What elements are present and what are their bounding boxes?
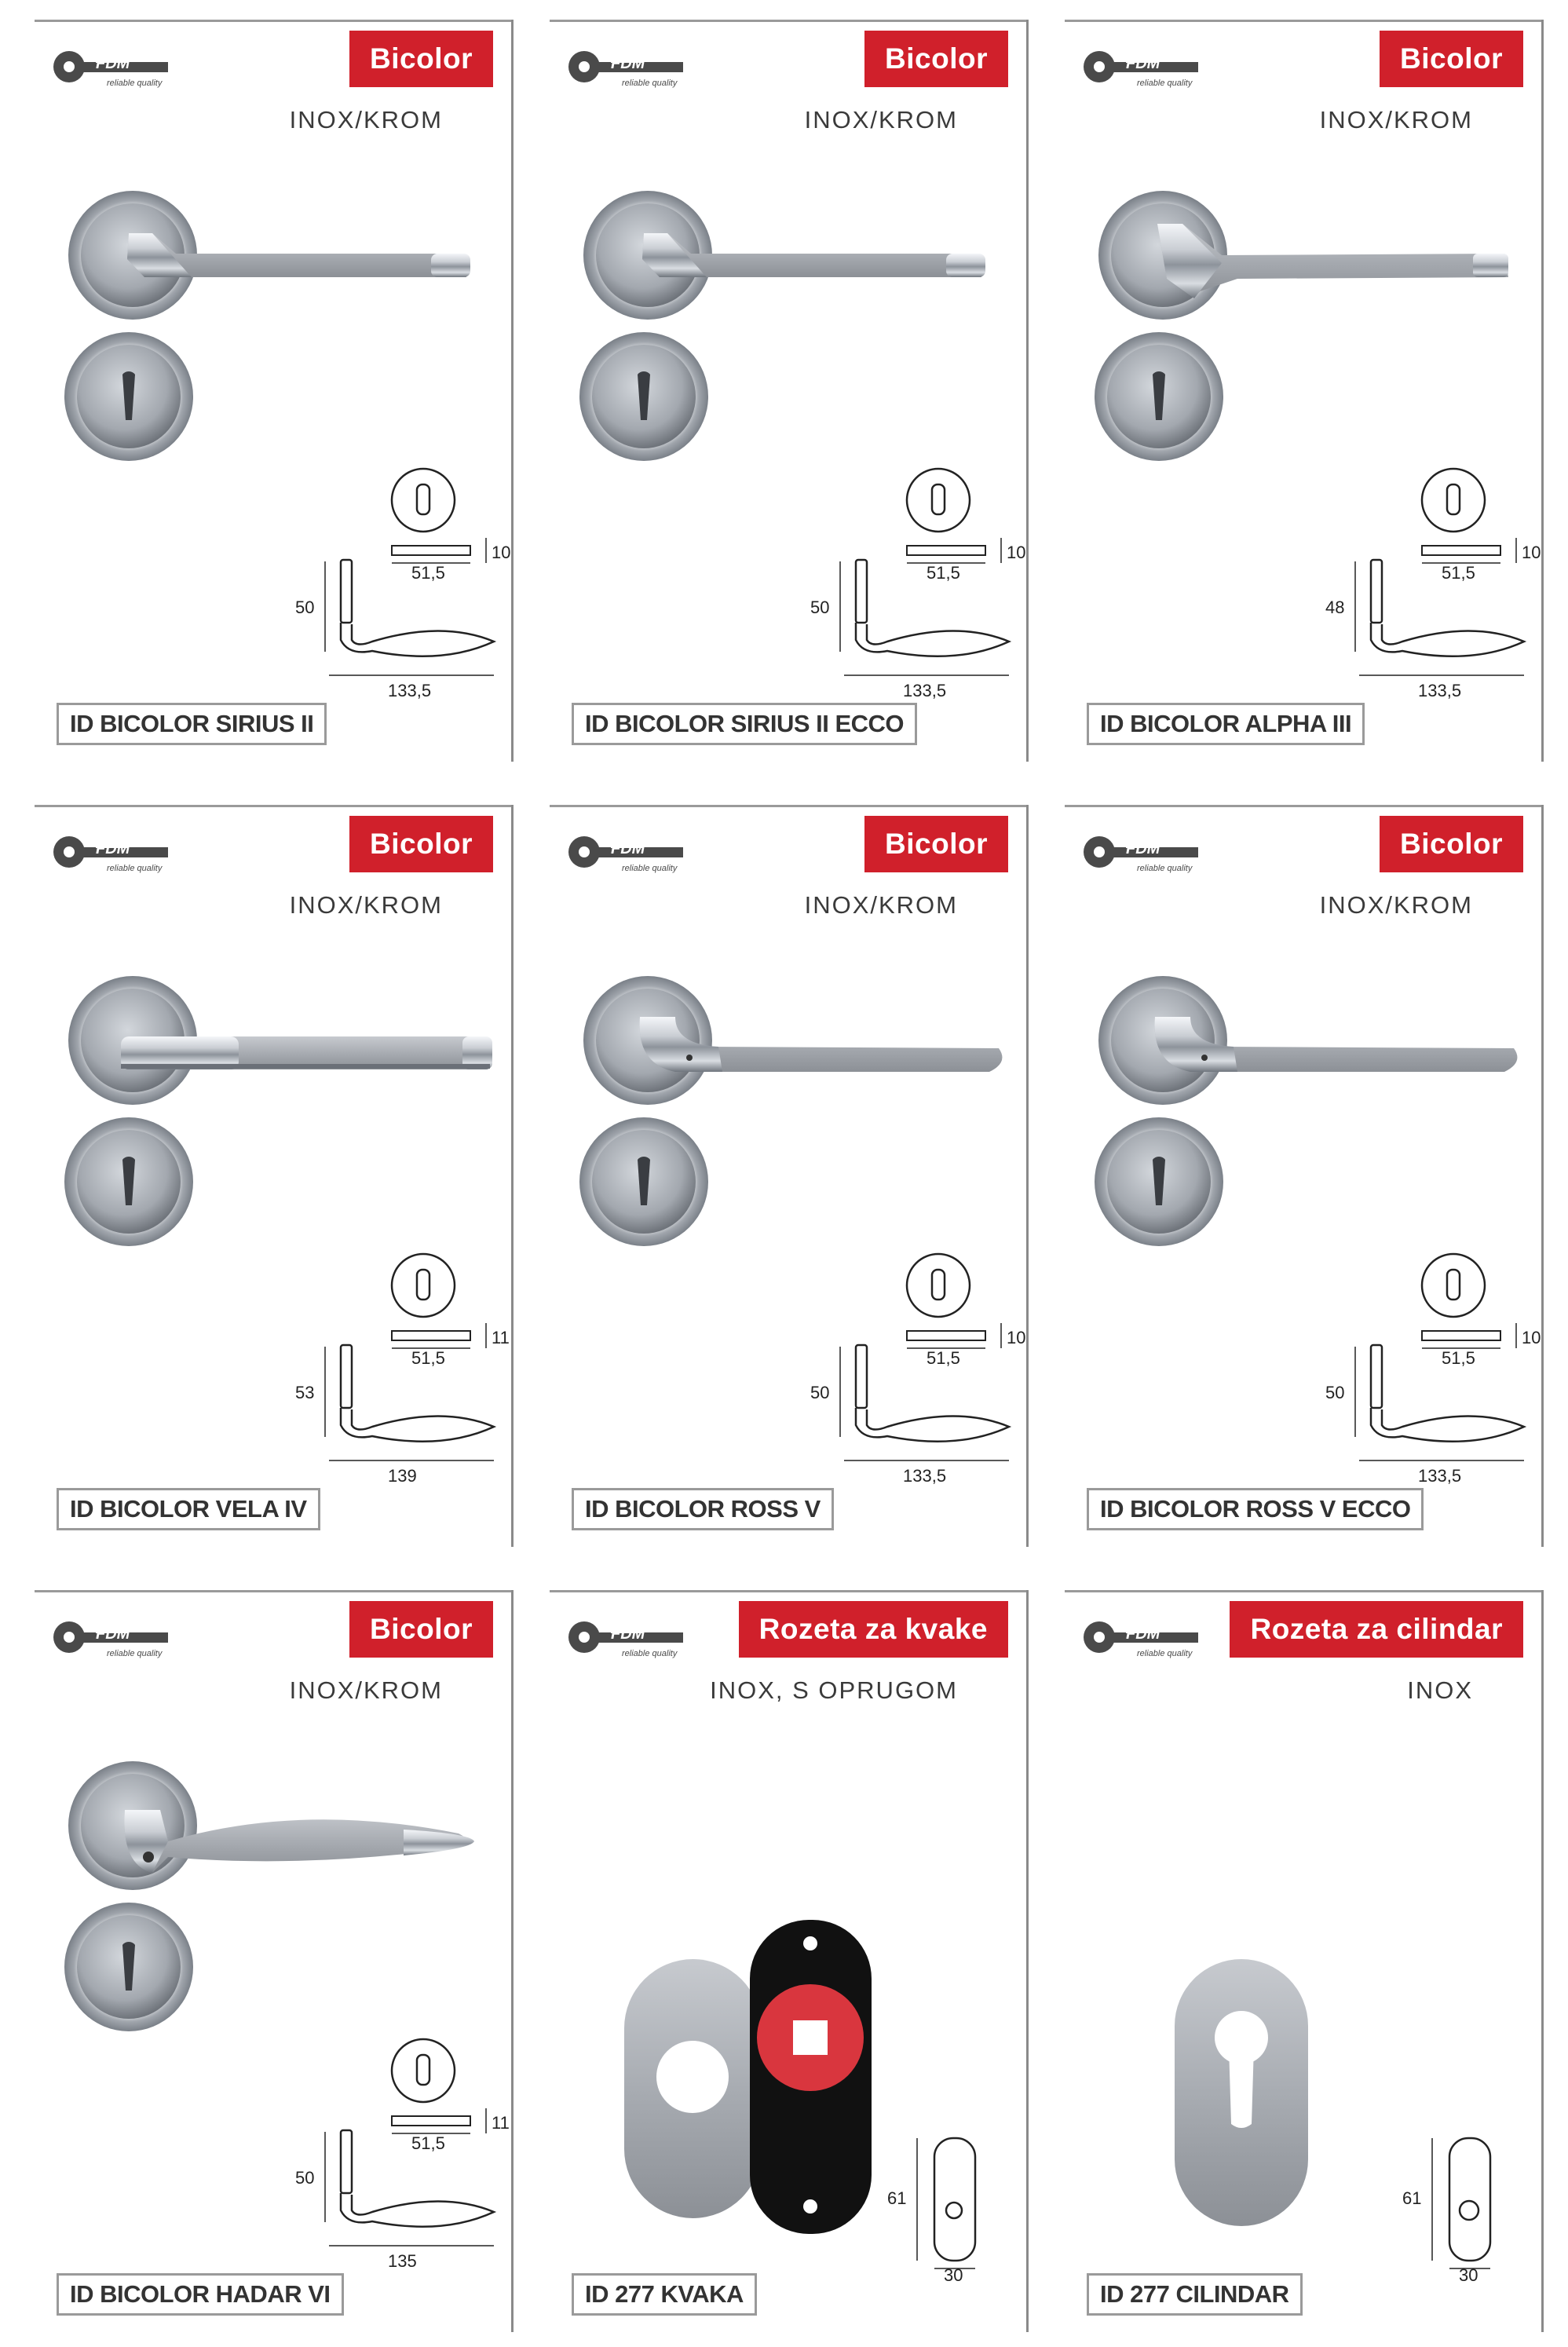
card-top-border — [550, 1590, 1029, 1592]
dim-thickness: 10 — [1007, 1328, 1026, 1347]
dim-rose: 51,5 — [1442, 563, 1475, 583]
dim-thickness: 10 — [492, 543, 511, 562]
logo-tagline: reliable quality — [1137, 79, 1193, 88]
fdm-logo — [564, 40, 689, 95]
dim-rose: 51,5 — [1442, 1348, 1475, 1368]
category-badge: Bicolor — [864, 816, 1008, 872]
dim-thickness: 10 — [1522, 543, 1541, 562]
card-right-border — [1026, 805, 1029, 1547]
product-card — [1065, 805, 1544, 1547]
dim-rose: 51,5 — [927, 1348, 960, 1368]
logo-text: FDM — [611, 1625, 645, 1643]
product-card — [35, 1590, 514, 2332]
logo-text: FDM — [1126, 1625, 1160, 1643]
product-card — [550, 20, 1029, 762]
product-id-label: ID 277 CILINDAR — [1087, 2273, 1303, 2316]
dim-length: 133,5 — [903, 1466, 947, 1486]
card-top-border — [550, 805, 1029, 807]
logo-text: FDM — [611, 55, 645, 72]
dim-rose: 51,5 — [411, 2133, 445, 2153]
finish-text: INOX/KROM — [289, 891, 443, 919]
finish-text: INOX, S OPRUGOM — [710, 1676, 958, 1704]
dim-height: 53 — [295, 1383, 315, 1402]
card-right-border — [1026, 20, 1029, 762]
category-badge: Bicolor — [1380, 816, 1523, 872]
dim-length: 133,5 — [388, 681, 432, 700]
category-badge: Bicolor — [349, 1601, 493, 1658]
product-card — [35, 805, 514, 1547]
category-badge: Bicolor — [864, 31, 1008, 87]
dimension-drawing — [801, 459, 1026, 703]
category-badge: Rozeta za kvake — [739, 1601, 1008, 1658]
logo-text: FDM — [611, 840, 645, 857]
finish-text: INOX/KROM — [1319, 891, 1473, 919]
product-card — [35, 20, 514, 762]
dim-rose: 51,5 — [411, 1348, 445, 1368]
category-badge: Bicolor — [349, 31, 493, 87]
dim-rose: 51,5 — [411, 563, 445, 583]
dim-height: 61 — [1402, 2188, 1422, 2208]
dimension-drawing — [801, 1245, 1026, 1488]
dim-height: 50 — [810, 1383, 830, 1402]
card-right-border — [511, 20, 514, 762]
card-right-border — [1541, 20, 1544, 762]
dim-height: 61 — [887, 2188, 907, 2208]
dimension-drawing — [1316, 1245, 1541, 1488]
logo-tagline: reliable quality — [107, 864, 163, 873]
finish-text: INOX/KROM — [1319, 106, 1473, 133]
product-id-label: ID 277 KVAKA — [572, 2273, 757, 2316]
card-top-border — [550, 20, 1029, 22]
category-badge: Bicolor — [1380, 31, 1523, 87]
finish-text: INOX/KROM — [804, 106, 958, 133]
category-badge: Rozeta za cilindar — [1230, 1601, 1523, 1658]
fdm-logo — [564, 825, 689, 880]
card-top-border — [35, 1590, 514, 1592]
fdm-logo — [1079, 1610, 1204, 1665]
dim-thickness: 10 — [1522, 1328, 1541, 1347]
fdm-logo — [1079, 825, 1204, 880]
dim-length: 133,5 — [903, 681, 947, 700]
finish-text: INOX — [1407, 1676, 1473, 1704]
dim-width: 30 — [944, 2265, 963, 2285]
finish-text: INOX/KROM — [289, 106, 443, 133]
product-card — [1065, 20, 1544, 762]
dim-thickness: 10 — [1007, 543, 1026, 562]
logo-tagline: reliable quality — [1137, 864, 1193, 873]
product-id-label: ID BICOLOR VELA IV — [57, 1488, 320, 1530]
card-top-border — [1065, 20, 1544, 22]
dim-length: 135 — [388, 2251, 417, 2271]
card-top-border — [35, 805, 514, 807]
logo-tagline: reliable quality — [622, 79, 678, 88]
card-right-border — [1541, 1590, 1544, 2332]
logo-text: FDM — [1126, 840, 1160, 857]
card-top-border — [1065, 1590, 1544, 1592]
fdm-logo — [49, 825, 174, 880]
product-card — [550, 1590, 1029, 2332]
dim-height: 48 — [1325, 598, 1345, 617]
dim-thickness: 11 — [492, 2113, 510, 2133]
dimension-drawing — [286, 2030, 510, 2273]
category-badge: Bicolor — [349, 816, 493, 872]
dimension-drawing — [1394, 2132, 1536, 2285]
logo-tagline: reliable quality — [622, 864, 678, 873]
logo-text: FDM — [96, 840, 130, 857]
dim-width: 30 — [1459, 2265, 1478, 2285]
product-id-label: ID BICOLOR ALPHA III — [1087, 703, 1365, 745]
card-top-border — [35, 20, 514, 22]
finish-text: INOX/KROM — [289, 1676, 443, 1704]
dimension-drawing — [286, 459, 511, 703]
dim-length: 139 — [388, 1466, 417, 1486]
product-id-label: ID BICOLOR ROSS V — [572, 1488, 834, 1530]
finish-text: INOX/KROM — [804, 891, 958, 919]
logo-tagline: reliable quality — [1137, 1649, 1193, 1658]
product-id-label: ID BICOLOR SIRIUS II ECCO — [572, 703, 917, 745]
product-id-label: ID BICOLOR HADAR VI — [57, 2273, 344, 2316]
dim-height: 50 — [1325, 1383, 1345, 1402]
dimension-drawing — [879, 2132, 1021, 2285]
card-top-border — [1065, 805, 1544, 807]
dim-height: 50 — [810, 598, 830, 617]
logo-tagline: reliable quality — [622, 1649, 678, 1658]
dim-rose: 51,5 — [927, 563, 960, 583]
card-right-border — [511, 1590, 514, 2332]
logo-tagline: reliable quality — [107, 1649, 163, 1658]
fdm-logo — [1079, 40, 1204, 95]
dim-length: 133,5 — [1418, 1466, 1462, 1486]
fdm-logo — [49, 40, 174, 95]
dim-length: 133,5 — [1418, 681, 1462, 700]
dimension-drawing — [286, 1245, 510, 1488]
product-id-label: ID BICOLOR SIRIUS II — [57, 703, 327, 745]
card-right-border — [1026, 1590, 1029, 2332]
fdm-logo — [564, 1610, 689, 1665]
dimension-drawing — [1316, 459, 1541, 703]
logo-text: FDM — [1126, 55, 1160, 72]
fdm-logo — [49, 1610, 174, 1665]
product-card — [1065, 1590, 1544, 2332]
logo-tagline: reliable quality — [107, 79, 163, 88]
dim-height: 50 — [295, 598, 315, 617]
product-card — [550, 805, 1029, 1547]
card-right-border — [1541, 805, 1544, 1547]
dim-thickness: 11 — [492, 1328, 510, 1347]
card-right-border — [511, 805, 514, 1547]
dim-height: 50 — [295, 2168, 315, 2188]
logo-text: FDM — [96, 55, 130, 72]
product-id-label: ID BICOLOR ROSS V ECCO — [1087, 1488, 1424, 1530]
logo-text: FDM — [96, 1625, 130, 1643]
